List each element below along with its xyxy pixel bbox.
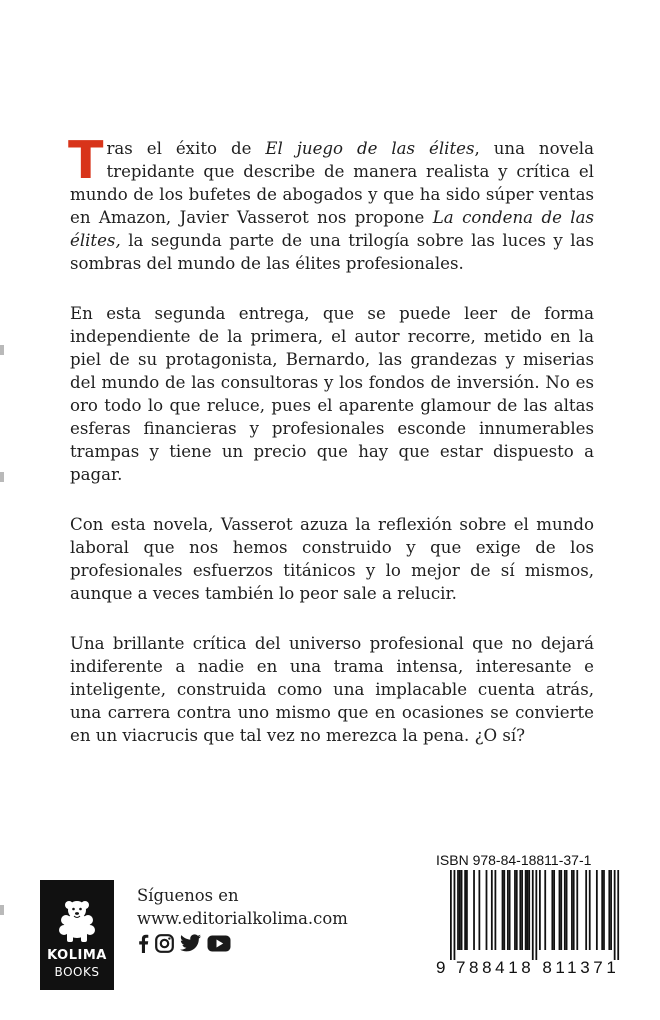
barcode-bar — [551, 870, 553, 950]
barcode-bar — [525, 870, 527, 950]
barcode-bar — [608, 870, 610, 950]
barcode-bar — [502, 870, 504, 950]
barcode-bar — [478, 870, 480, 950]
synopsis-text: Con esta novela, Vasserot azuza la reflexión sobre el mundo laboral que nos hemos construido y que exige de los profesionales esfuerzos titánicos y lo mejor de sí mismos, aunque a veces también lo peor sale a relucir. — [70, 515, 594, 603]
barcode-bar — [516, 870, 518, 950]
synopsis-text: ras el éxito de — [106, 139, 266, 158]
barcode-bar — [519, 870, 521, 950]
edge-mark-bottom — [0, 905, 4, 915]
website-link[interactable]: www.editorialkolima.com — [137, 909, 348, 928]
barcode-bar — [576, 870, 578, 950]
barcode-guard-bar — [532, 870, 534, 960]
synopsis-text: Una brillante crítica del universo profesional que no dejará indiferente a nadie en una trama intensa, interesante e inteligente, construida como una implacable cuenta atrás, una carrera contra uno mismo que en ocasiones se convierte en un viacrucis que tal vez no merezca la pena. ¿O sí? — [70, 634, 594, 745]
synopsis-text: , una novela trepidante que describe de manera realista y crítica el mundo de los bufetes de abogados y que ha sido súper ventas en Amazon, Javier Vasserot nos propone — [70, 139, 594, 227]
barcode-bar — [553, 870, 555, 950]
barcode-bar — [503, 870, 505, 950]
barcode-bar — [466, 870, 468, 950]
barcode-guard-bar — [450, 870, 452, 960]
barcode-bar — [566, 870, 568, 950]
barcode-bar — [461, 870, 463, 950]
barcode-bar — [589, 870, 591, 950]
barcode-bar — [509, 870, 511, 950]
logo-line-books: BOOKS — [54, 965, 100, 979]
barcode-guard-bar — [614, 870, 616, 960]
barcode-bar — [610, 870, 612, 950]
barcode-bar — [571, 870, 573, 950]
synopsis-text: En esta segunda entrega, que se puede leer de forma independiente de la primera, el autor recorre, metido en la piel de su protagonista, Bernardo, las grandezas y miserias del mundo de las consultoras y los fondos de inversión. No es oro todo lo que reluce, pues el aparente glamour de las altas esferas financieras y profesionales esconde innumerables trampas y tiene un precio que hay que estar dispuesto a pagar. — [70, 304, 594, 484]
barcode-bar — [495, 870, 497, 950]
barcode-guard-bar — [617, 870, 619, 960]
barcode-group-left: 788418 — [456, 958, 535, 977]
barcode-bar — [473, 870, 475, 950]
follow-us — [137, 884, 348, 930]
barcode-bar — [564, 870, 566, 950]
edge-mark-top — [0, 345, 4, 355]
barcode-bar — [527, 870, 529, 950]
drop-cap: T — [68, 131, 104, 191]
barcode-bar — [457, 870, 459, 950]
edge-mark-middle — [0, 472, 4, 482]
instagram-icon[interactable] — [155, 934, 174, 953]
barcode-bar — [544, 870, 546, 950]
synopsis-text: la segunda parte de una trilogía sobre las luces y las sombras del mundo de las élites profesionales. — [70, 231, 594, 273]
barcode-bar — [528, 870, 530, 950]
barcode-digits — [436, 958, 622, 978]
synopsis-paragraph — [68, 131, 595, 275]
synopsis-paragraph — [70, 632, 594, 747]
barcode-guard-bar — [535, 870, 537, 960]
twitter-icon[interactable] — [180, 934, 201, 952]
barcode-bar — [514, 870, 516, 950]
barcode-bar — [486, 870, 488, 950]
barcode-first-digit: 9 — [436, 958, 446, 977]
barcode-bar — [601, 870, 603, 950]
barcode-bar — [559, 870, 561, 950]
barcode — [436, 870, 622, 962]
book-title-italic: El juego de las élites — [265, 139, 475, 158]
barcode-bar — [560, 870, 562, 950]
isbn-label: ISBN 978-84-18811-37-1 — [436, 852, 592, 868]
social-icons — [137, 933, 231, 953]
kolima-books-logo[interactable] — [40, 880, 114, 990]
book-title-italic: La condena de las élites, — [70, 208, 595, 250]
logo-line-kolima: KOLIMA — [47, 948, 107, 963]
youtube-icon[interactable] — [207, 935, 231, 952]
barcode-bar — [539, 870, 541, 950]
dog-icon — [54, 896, 100, 944]
barcode-bar — [491, 870, 493, 950]
barcode-guard-bar — [454, 870, 456, 960]
barcode-bar — [459, 870, 461, 950]
synopsis — [68, 131, 595, 774]
barcode-bar — [603, 870, 605, 950]
barcode-bar — [573, 870, 575, 950]
barcode-group-right: 811371 — [542, 958, 620, 977]
barcode-bar — [507, 870, 509, 950]
facebook-icon[interactable] — [137, 934, 149, 953]
synopsis-paragraph — [70, 513, 594, 605]
barcode-bar — [464, 870, 466, 950]
follow-label: Síguenos en — [137, 886, 239, 905]
isbn-barcode — [436, 852, 622, 984]
barcode-bar — [596, 870, 598, 950]
barcode-bar — [585, 870, 587, 950]
synopsis-paragraph — [70, 302, 594, 486]
barcode-bar — [521, 870, 523, 950]
